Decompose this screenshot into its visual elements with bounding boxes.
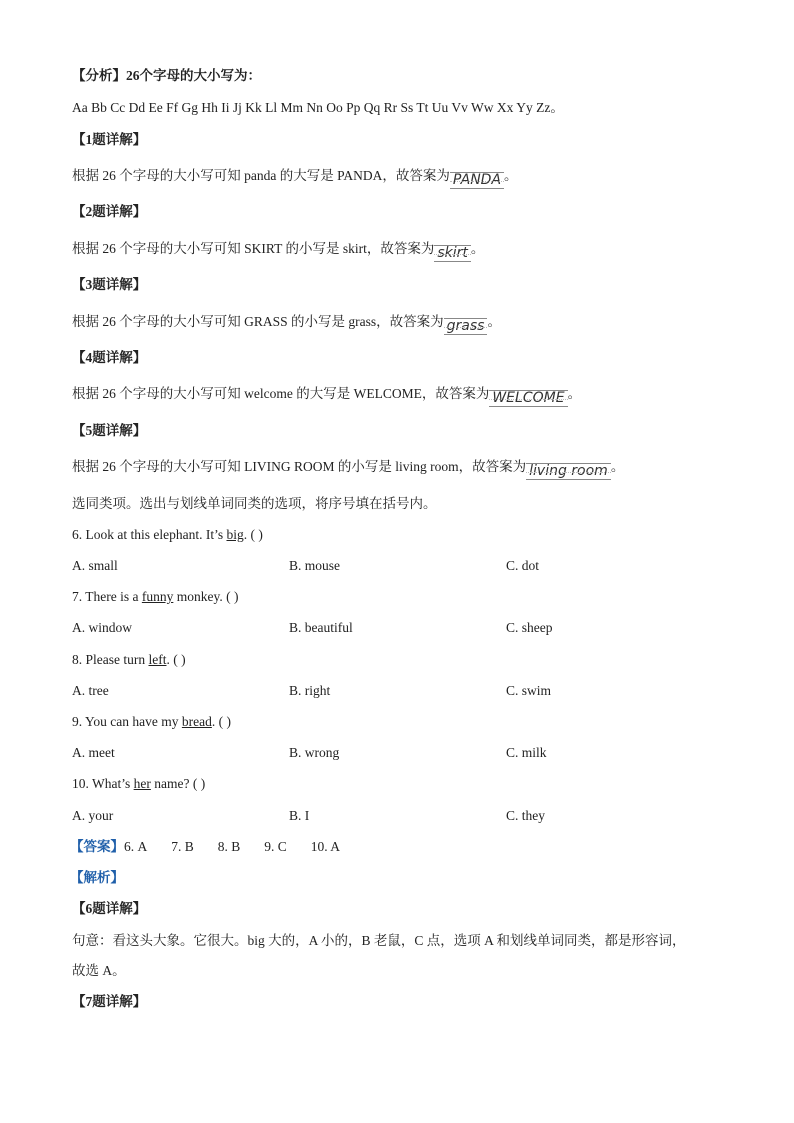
detail-heading-5: 【5题详解】	[72, 423, 147, 438]
handwritten-answer: grass	[444, 318, 488, 335]
q8-option-a: A. tree	[72, 683, 109, 698]
detail-heading-7: 【7题详解】	[72, 994, 147, 1009]
analysis-title: 【分析】26个字母的大小写为：	[72, 68, 261, 83]
explanation-label: 【解析】	[70, 870, 124, 885]
q10-option-a: A. your	[72, 808, 114, 823]
detail-heading-4: 【4题详解】	[72, 350, 147, 365]
question-7: 7. There is a funny monkey. ( )	[72, 589, 239, 604]
answer-label: 【答案】	[70, 839, 124, 854]
q7-option-a: A. window	[72, 620, 132, 635]
q6-option-c: C. dot	[506, 558, 540, 573]
detail-text-3: 根据 26 个字母的大小写可知 GRASS 的小写是 grass，故答案为 grass 。	[72, 314, 501, 334]
question-8: 8. Please turn left. ( )	[72, 652, 186, 667]
q10-option-b: B. I	[289, 808, 310, 823]
detail-6-line-2: 故选 A。	[72, 963, 126, 978]
detail-text-4: 根据 26 个字母的大小写可知 welcome 的大写是 WELCOME，故答案为 WELCOME 。	[72, 386, 582, 406]
section-instruction: 选同类项。选出与划线单词同类的选项，将序号填在括号内。	[72, 496, 437, 511]
q7-option-c: C. sheep	[506, 620, 553, 635]
handwritten-answer: PANDA	[450, 172, 504, 189]
handwritten-answer: skirt	[434, 245, 471, 262]
detail-heading-1: 【1题详解】	[72, 132, 147, 147]
detail-text-5: 根据 26 个字母的大小写可知 LIVING ROOM 的小写是 living room，故答案为 living room 。	[72, 459, 625, 479]
detail-heading-3: 【3题详解】	[72, 277, 147, 292]
detail-6-line-1: 句意：看这头大象。它很大。big 大的，A 小的，B 老鼠，C 点，选项 A 和划线单词同类，都是形容词，	[72, 933, 686, 948]
answer-line: 【答案】6. A 7. B 8. B 9. C 10. A	[70, 839, 341, 854]
q9-option-c: C. milk	[506, 745, 547, 760]
handwritten-answer: WELCOME	[489, 390, 567, 407]
question-10: 10. What’s her name? ( )	[72, 776, 206, 791]
question-6: 6. Look at this elephant. It’s big. ( )	[72, 527, 263, 542]
q8-option-b: B. right	[289, 683, 331, 698]
q9-option-a: A. meet	[72, 745, 115, 760]
handwritten-answer: living room	[526, 463, 611, 480]
q9-option-b: B. wrong	[289, 745, 340, 760]
detail-heading-6: 【6题详解】	[72, 901, 147, 916]
q10-option-c: C. they	[506, 808, 545, 823]
q8-option-c: C. swim	[506, 683, 552, 698]
q6-option-a: A. small	[72, 558, 118, 573]
q7-option-b: B. beautiful	[289, 620, 353, 635]
detail-heading-2: 【2题详解】	[72, 204, 147, 219]
letters-line: Aa Bb Cc Dd Ee Ff Gg Hh Ii Jj Kk Ll Mm Nn Oo Pp Qq Rr Ss Tt Uu Vv Ww Xx Yy Zz。	[72, 100, 564, 115]
q6-option-b: B. mouse	[289, 558, 341, 573]
question-9: 9. You can have my bread. ( )	[72, 714, 231, 729]
detail-text-1: 根据 26 个字母的大小写可知 panda 的大写是 PANDA，故答案为 PANDA 。	[72, 168, 518, 188]
detail-text-2: 根据 26 个字母的大小写可知 SKIRT 的小写是 skirt，故答案为 skirt 。	[72, 241, 485, 261]
